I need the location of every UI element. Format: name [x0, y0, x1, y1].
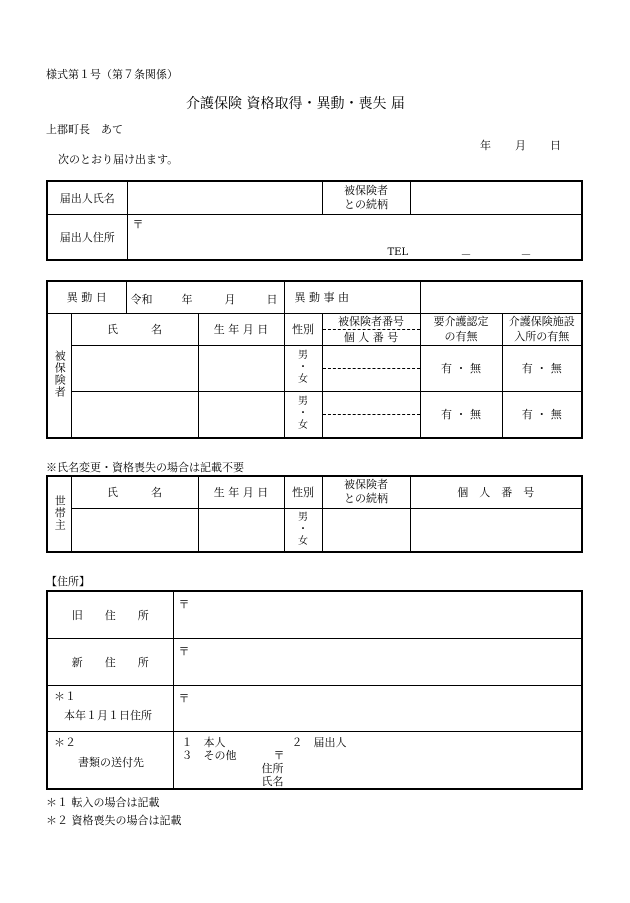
change-date-field[interactable]	[126, 281, 284, 313]
insured-1-numbers[interactable]	[322, 345, 420, 391]
col-birth: 生 年 月 日	[198, 313, 284, 345]
hh-relation-field[interactable]	[322, 508, 410, 552]
household-table	[46, 475, 583, 553]
other-name-label: 氏名	[261, 774, 284, 788]
household-note: ※氏名変更・資格喪失の場合は記載不要	[46, 461, 244, 474]
applicant-relation-field[interactable]	[410, 181, 582, 214]
send-label-text: 書類の送付先	[78, 755, 144, 769]
hh-col-personal-no: 個 人 番 号	[410, 476, 582, 508]
change-day-label: 日	[266, 293, 278, 306]
footnote-1: ＊１ 転入の場合は記載	[46, 796, 160, 809]
insured-label	[47, 313, 71, 438]
hh-col-sex: 性別	[284, 476, 322, 508]
hh-name-field[interactable]	[71, 508, 198, 552]
address-table	[46, 590, 583, 790]
sex-female: 女	[298, 535, 308, 547]
jan1-address-label	[47, 685, 173, 731]
addressee: 上郡町長 あて	[46, 123, 123, 136]
insured-2-care[interactable]: 有 ・ 無	[420, 391, 502, 438]
hh-col-relation	[322, 476, 410, 508]
relation-label-line2: との続柄	[344, 197, 388, 211]
tel-label: TEL	[387, 246, 409, 258]
sex-dot: ・	[298, 362, 308, 373]
insured-2-facility[interactable]: 有 ・ 無	[502, 391, 582, 438]
insured-2-birth[interactable]	[198, 391, 284, 438]
insured-1-facility[interactable]: 有 ・ 無	[502, 345, 582, 391]
insured-2-sex[interactable]	[284, 391, 322, 438]
col-personal-no: 個 人 番 号	[323, 329, 420, 345]
insured-1-sex[interactable]	[284, 345, 322, 391]
tel-dash-2: －	[520, 247, 532, 261]
star1-label: ＊１	[54, 689, 76, 703]
change-reason-label: 異 動 事 由	[284, 281, 420, 313]
old-address-field[interactable]	[173, 591, 582, 638]
change-date-label: 異 動 日	[47, 281, 126, 313]
hh-relation-line2: との続柄	[344, 492, 388, 506]
option-self[interactable]: １ 本人	[181, 735, 226, 749]
sex-male: 男	[298, 396, 308, 407]
jan1-address-field[interactable]	[173, 685, 582, 731]
hh-sex-field[interactable]	[284, 508, 322, 552]
postal-mark: 〒	[178, 598, 190, 611]
col-numbers	[322, 313, 420, 345]
hh-personal-no-field[interactable]	[410, 508, 582, 552]
hh-col-name: 氏 名	[71, 476, 198, 508]
postal-mark: 〒	[178, 644, 190, 658]
postal-mark: 〒	[132, 217, 144, 231]
new-address-label: 新 住 所	[47, 638, 173, 685]
col-insured-no: 被保険者番号	[338, 314, 404, 328]
sex-male: 男	[298, 511, 308, 523]
era-label: 令和	[130, 293, 153, 306]
hh-birth-field[interactable]	[198, 508, 284, 552]
sex-male: 男	[298, 350, 308, 361]
col-care-line1: 要介護認定	[433, 315, 489, 328]
old-address-label: 旧 住 所	[47, 591, 173, 638]
applicant-address-field[interactable]	[127, 214, 582, 260]
new-address-field[interactable]	[173, 638, 582, 685]
form-number: 様式第１号（第７条関係）	[46, 68, 178, 81]
applicant-relation-label	[322, 181, 410, 214]
send-to-field[interactable]	[173, 731, 582, 789]
col-facility-line2: 入所の有無	[514, 330, 570, 343]
option-other[interactable]: ３ その他	[181, 748, 237, 762]
sex-dot: ・	[298, 408, 308, 419]
col-name: 氏 名	[71, 313, 198, 345]
hh-relation-line1: 被保険者	[344, 478, 388, 492]
insured-2-numbers[interactable]	[322, 391, 420, 438]
date-year: 年	[480, 139, 491, 152]
jan1-label-text: 本年１月１日住所	[64, 708, 152, 722]
sex-female: 女	[298, 420, 308, 431]
sex-female: 女	[298, 374, 308, 385]
applicant-name-label: 届出人氏名	[47, 181, 127, 214]
sex-dot: ・	[298, 523, 308, 535]
applicant-table	[46, 180, 583, 261]
applicant-address-label: 届出人住所	[47, 214, 127, 260]
send-to-label	[47, 731, 173, 789]
household-head-label	[47, 476, 71, 552]
tel-dash-1: －	[460, 247, 472, 261]
insured-1-name[interactable]	[71, 345, 198, 391]
postal-mark: 〒	[273, 748, 285, 762]
col-facility-line1: 介護保険施設	[508, 315, 575, 328]
intro-text: 次のとおり届け出ます。	[58, 153, 179, 166]
change-table	[46, 280, 583, 439]
col-care-line2: の有無	[444, 330, 478, 343]
page-title: 介護保険 資格取得・異動・喪失 届	[186, 96, 405, 112]
applicant-name-field[interactable]	[127, 181, 322, 214]
household-head-text: 世帯主	[53, 494, 67, 531]
star2-label: ＊２	[54, 735, 76, 749]
col-sex: 性別	[284, 313, 322, 345]
col-care	[420, 313, 502, 345]
change-month-label: 月	[224, 293, 236, 306]
address-heading: 【住所】	[46, 575, 90, 588]
insured-1-birth[interactable]	[198, 345, 284, 391]
hh-col-birth: 生 年 月 日	[198, 476, 284, 508]
change-reason-field[interactable]	[420, 281, 582, 313]
footnote-2: ＊２ 資格喪失の場合は記載	[46, 814, 182, 827]
other-address-label: 住所	[261, 761, 284, 775]
date-month: 月	[515, 139, 526, 152]
option-applicant[interactable]: ２ 届出人	[291, 735, 347, 749]
insured-1-care[interactable]: 有 ・ 無	[420, 345, 502, 391]
insured-2-name[interactable]	[71, 391, 198, 438]
change-year-label: 年	[181, 293, 193, 306]
col-facility	[502, 313, 582, 345]
date-day: 日	[550, 139, 561, 152]
insured-label-text: 被保険者	[53, 349, 67, 398]
relation-label-line1: 被保険者	[344, 183, 388, 197]
postal-mark: 〒	[178, 691, 190, 705]
